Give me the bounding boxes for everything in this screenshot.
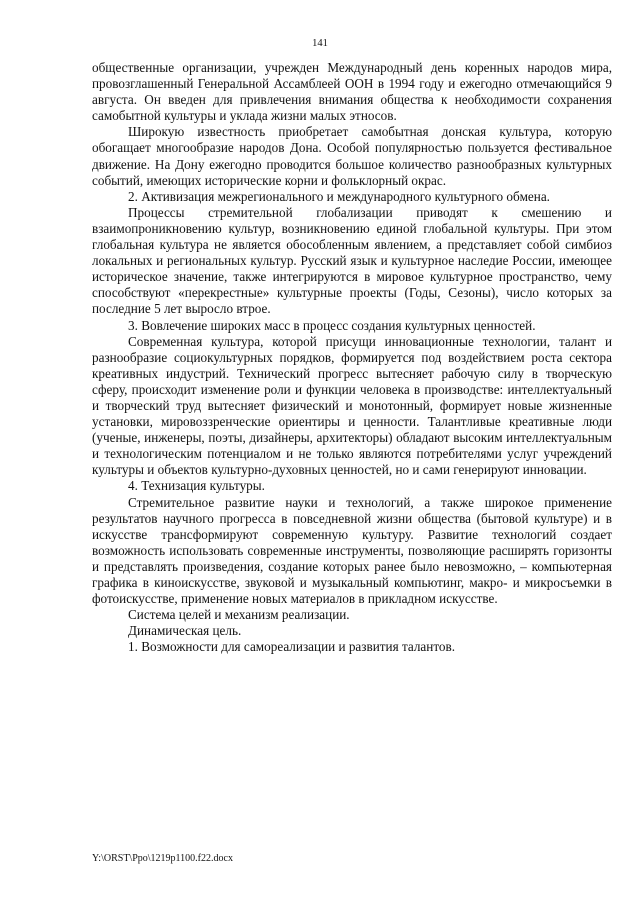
page-number: 141: [312, 38, 328, 49]
heading-technization: 4. Технизация культуры.: [128, 478, 265, 494]
heading-goals-system: Система целей и механизм реализации.: [128, 607, 350, 623]
paragraph-don-culture: Широкую известность приобретает самобытная донская культура, которую обогащает многообразие народов Дона. Особой популярностью пользуется фестивальное движение. На Дону ежегодно проводится большое количество разнообразных культурных событий, имеющих исторические корни и фольклорный окрас.: [92, 124, 612, 188]
footer-file-path: Y:\ORST\Ppo\1219p1100.f22.docx: [92, 853, 233, 864]
paragraph-creative-industries: Современная культура, которой присущи инновационные технологии, талант и разнообразие социокультурных порядков, формируется под воздействием роста сектора креативных индустрий. Технический прогресс вытесняет рабочую силу в творческую сферу, происходит изменение роли и функции человека в производстве: интеллектуальный и творческий труд вытесняет физический и монотонный, формирует новые жизненные установки, мировоззренческие ориентиры и ценности. Талантливые креативные люди (ученые, инженеры, поэты, дизайнеры, архитекторы) обладают высоким интеллектуальным и технологическим потенциалом и не только являются потребителями услуг учреждений культуры и объектов культурно-духовных ценностей, но и сами генерируют инновации.: [92, 333, 612, 478]
document-body: [92, 60, 612, 655]
heading-cultural-exchange: 2. Активизация межрегионального и международного культурного обмена.: [128, 188, 550, 204]
heading-mass-involvement: 3. Вовлечение широких масс в процесс создания культурных ценностей.: [128, 317, 536, 333]
heading-dynamic-goal: Динамическая цель.: [128, 623, 242, 639]
paragraph-indigenous-peoples-day: общественные организации, учрежден Международный день коренных народов мира, провозглашенный Генеральной Ассамблеей ООН в 1994 году и ежегодно отмечающийся 9 августа. Он введен для привлечения внимания общества к необходимости сохранения самобытной культуры и уклада жизни малых этносов.: [92, 60, 612, 124]
paragraph-technology-development: Стремительное развитие науки и технологий, а также широкое применение результатов научного прогресса в повседневной жизни общества (бытовой культуре) и в искусстве трансформируют современную культуру. Развитие технологий создает возможность использовать современные инструменты, позволяющие расширять горизонты и представлять произведения, создание которых ранее было невозможно, – компьютерная графика в киноискусстве, звуковой и музыкальный компьютинг, макро- и микросъемки в фотоискусстве, применение новых материалов в прикладном искусстве.: [92, 494, 612, 607]
paragraph-globalization: Процессы стремительной глобализации приводят к смешению и взаимопроникновению культур, возникновению единой глобальной культуры. При этом глобальная культура не является обособленным явлением, а представляет собой симбиоз локальных и региональных культур. Русский язык и культурное наследие России, имеющее историческое значение, также интегрируются в мировое культурное пространство, чему способствуют «перекрестные» культурные проекты (Годы, Сезоны), число которых за последние 5 лет выросло втрое.: [92, 204, 612, 317]
list-item-talent-opportunities: 1. Возможности для самореализации и развития талантов.: [128, 639, 456, 655]
